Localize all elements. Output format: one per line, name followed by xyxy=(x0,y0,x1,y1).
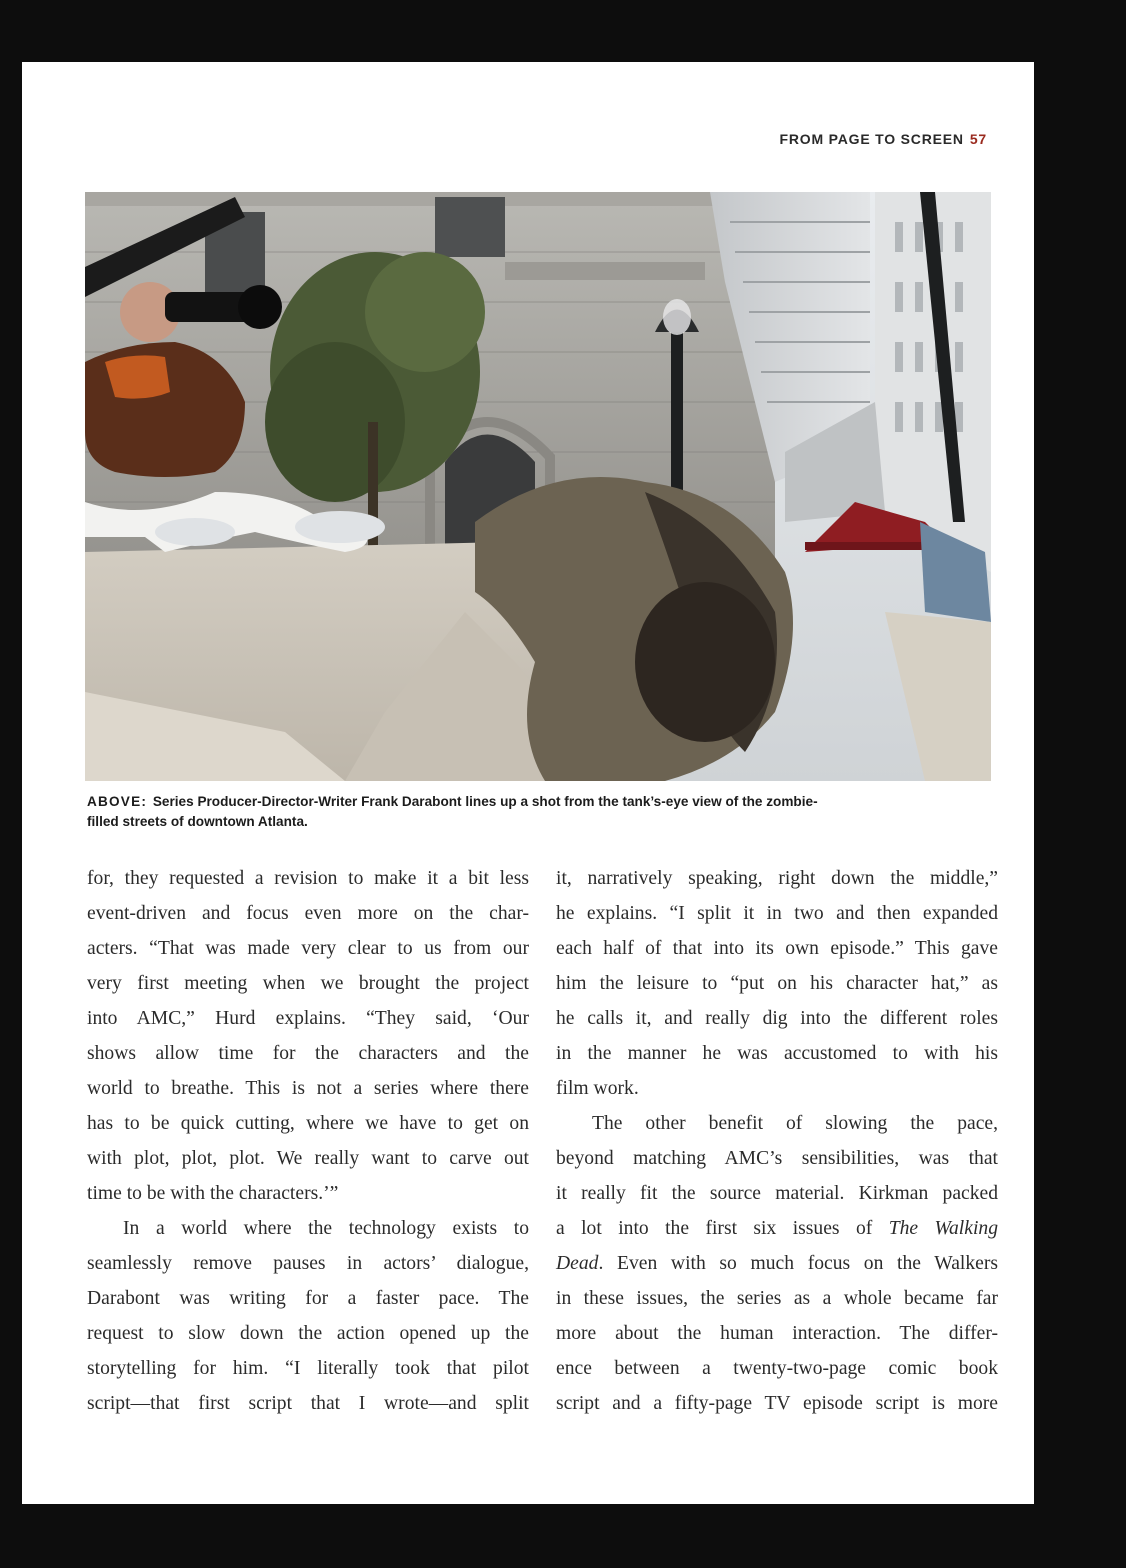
body-line: has to be quick cutting, where we have to get on xyxy=(87,1113,529,1134)
body-line: script and a fifty-page TV episode script is more xyxy=(556,1393,998,1414)
body-line: world to breathe. This is not a series where there xyxy=(87,1078,529,1099)
photo-caption xyxy=(87,792,1002,832)
photo xyxy=(85,192,991,781)
body-line: more about the human interaction. The differ- xyxy=(556,1323,998,1344)
body-line: in the manner he was accustomed to with his xyxy=(556,1043,998,1064)
body-line: acters. “That was made very clear to us from our xyxy=(87,938,529,959)
body-line: script—that first script that I wrote—and split xyxy=(87,1393,529,1414)
page-number: 57 xyxy=(969,131,987,147)
body-line: into AMC,” Hurd explains. “They said, ‘Our xyxy=(87,1008,529,1029)
book-page xyxy=(22,62,1034,1504)
section-title: FROM PAGE TO SCREEN xyxy=(779,131,964,147)
running-head xyxy=(780,131,987,147)
body-line: for, they requested a revision to make it a bit less xyxy=(87,868,529,889)
body-line: seamlessly remove pauses in actors’ dialogue, xyxy=(87,1253,529,1274)
body-line xyxy=(556,1211,998,1246)
body-line: storytelling for him. “I literally took that pilot xyxy=(87,1358,529,1379)
body-text: a lot into the first six issues of xyxy=(556,1218,889,1239)
body-line: it, narratively speaking, right down the middle,” xyxy=(556,868,998,889)
body-line: event-driven and focus even more on the char- xyxy=(87,903,529,924)
book-title-italic: The Walking xyxy=(888,1218,998,1239)
body-line: film work. xyxy=(556,1078,639,1099)
body-line: with plot, plot, plot. We really want to carve out xyxy=(87,1148,529,1169)
body-line: shows allow time for the characters and the xyxy=(87,1043,529,1064)
body-line: each half of that into its own episode.” This gave xyxy=(556,938,998,959)
body-line: request to slow down the action opened up the xyxy=(87,1323,529,1344)
body-text: . Even with so much focus on the Walkers xyxy=(598,1253,998,1274)
body-line: it really fit the source material. Kirkman packed xyxy=(556,1183,998,1204)
body-line: time to be with the characters.’” xyxy=(87,1183,339,1204)
body-line: ence between a twenty-two-page comic book xyxy=(556,1358,998,1379)
photo-image xyxy=(85,192,991,781)
body-line: Darabont was writing for a faster pace. The xyxy=(87,1288,529,1309)
body-line: beyond matching AMC’s sensibilities, was that xyxy=(556,1148,998,1169)
body-line: in these issues, the series as a whole became far xyxy=(556,1288,998,1309)
body-line: he explains. “I split it in two and then expanded xyxy=(556,903,998,924)
caption-text-line2: filled streets of downtown Atlanta. xyxy=(87,814,308,829)
caption-label: ABOVE: xyxy=(87,794,148,809)
body-line: very first meeting when we brought the project xyxy=(87,973,529,994)
body-line: In a world where the technology exists to xyxy=(123,1218,529,1239)
body-line: he calls it, and really dig into the different roles xyxy=(556,1008,998,1029)
left-column xyxy=(87,861,529,1421)
body-line: him the leisure to “put on his character hat,” as xyxy=(556,973,998,994)
body-line xyxy=(556,1246,998,1281)
caption-text-line1: Series Producer-Director-Writer Frank Darabont lines up a shot from the tank’s-eye view of the zombie- xyxy=(152,794,818,809)
body-line: The other benefit of slowing the pace, xyxy=(592,1113,998,1134)
right-column xyxy=(556,861,998,1421)
book-title-italic: Dead xyxy=(556,1253,599,1274)
